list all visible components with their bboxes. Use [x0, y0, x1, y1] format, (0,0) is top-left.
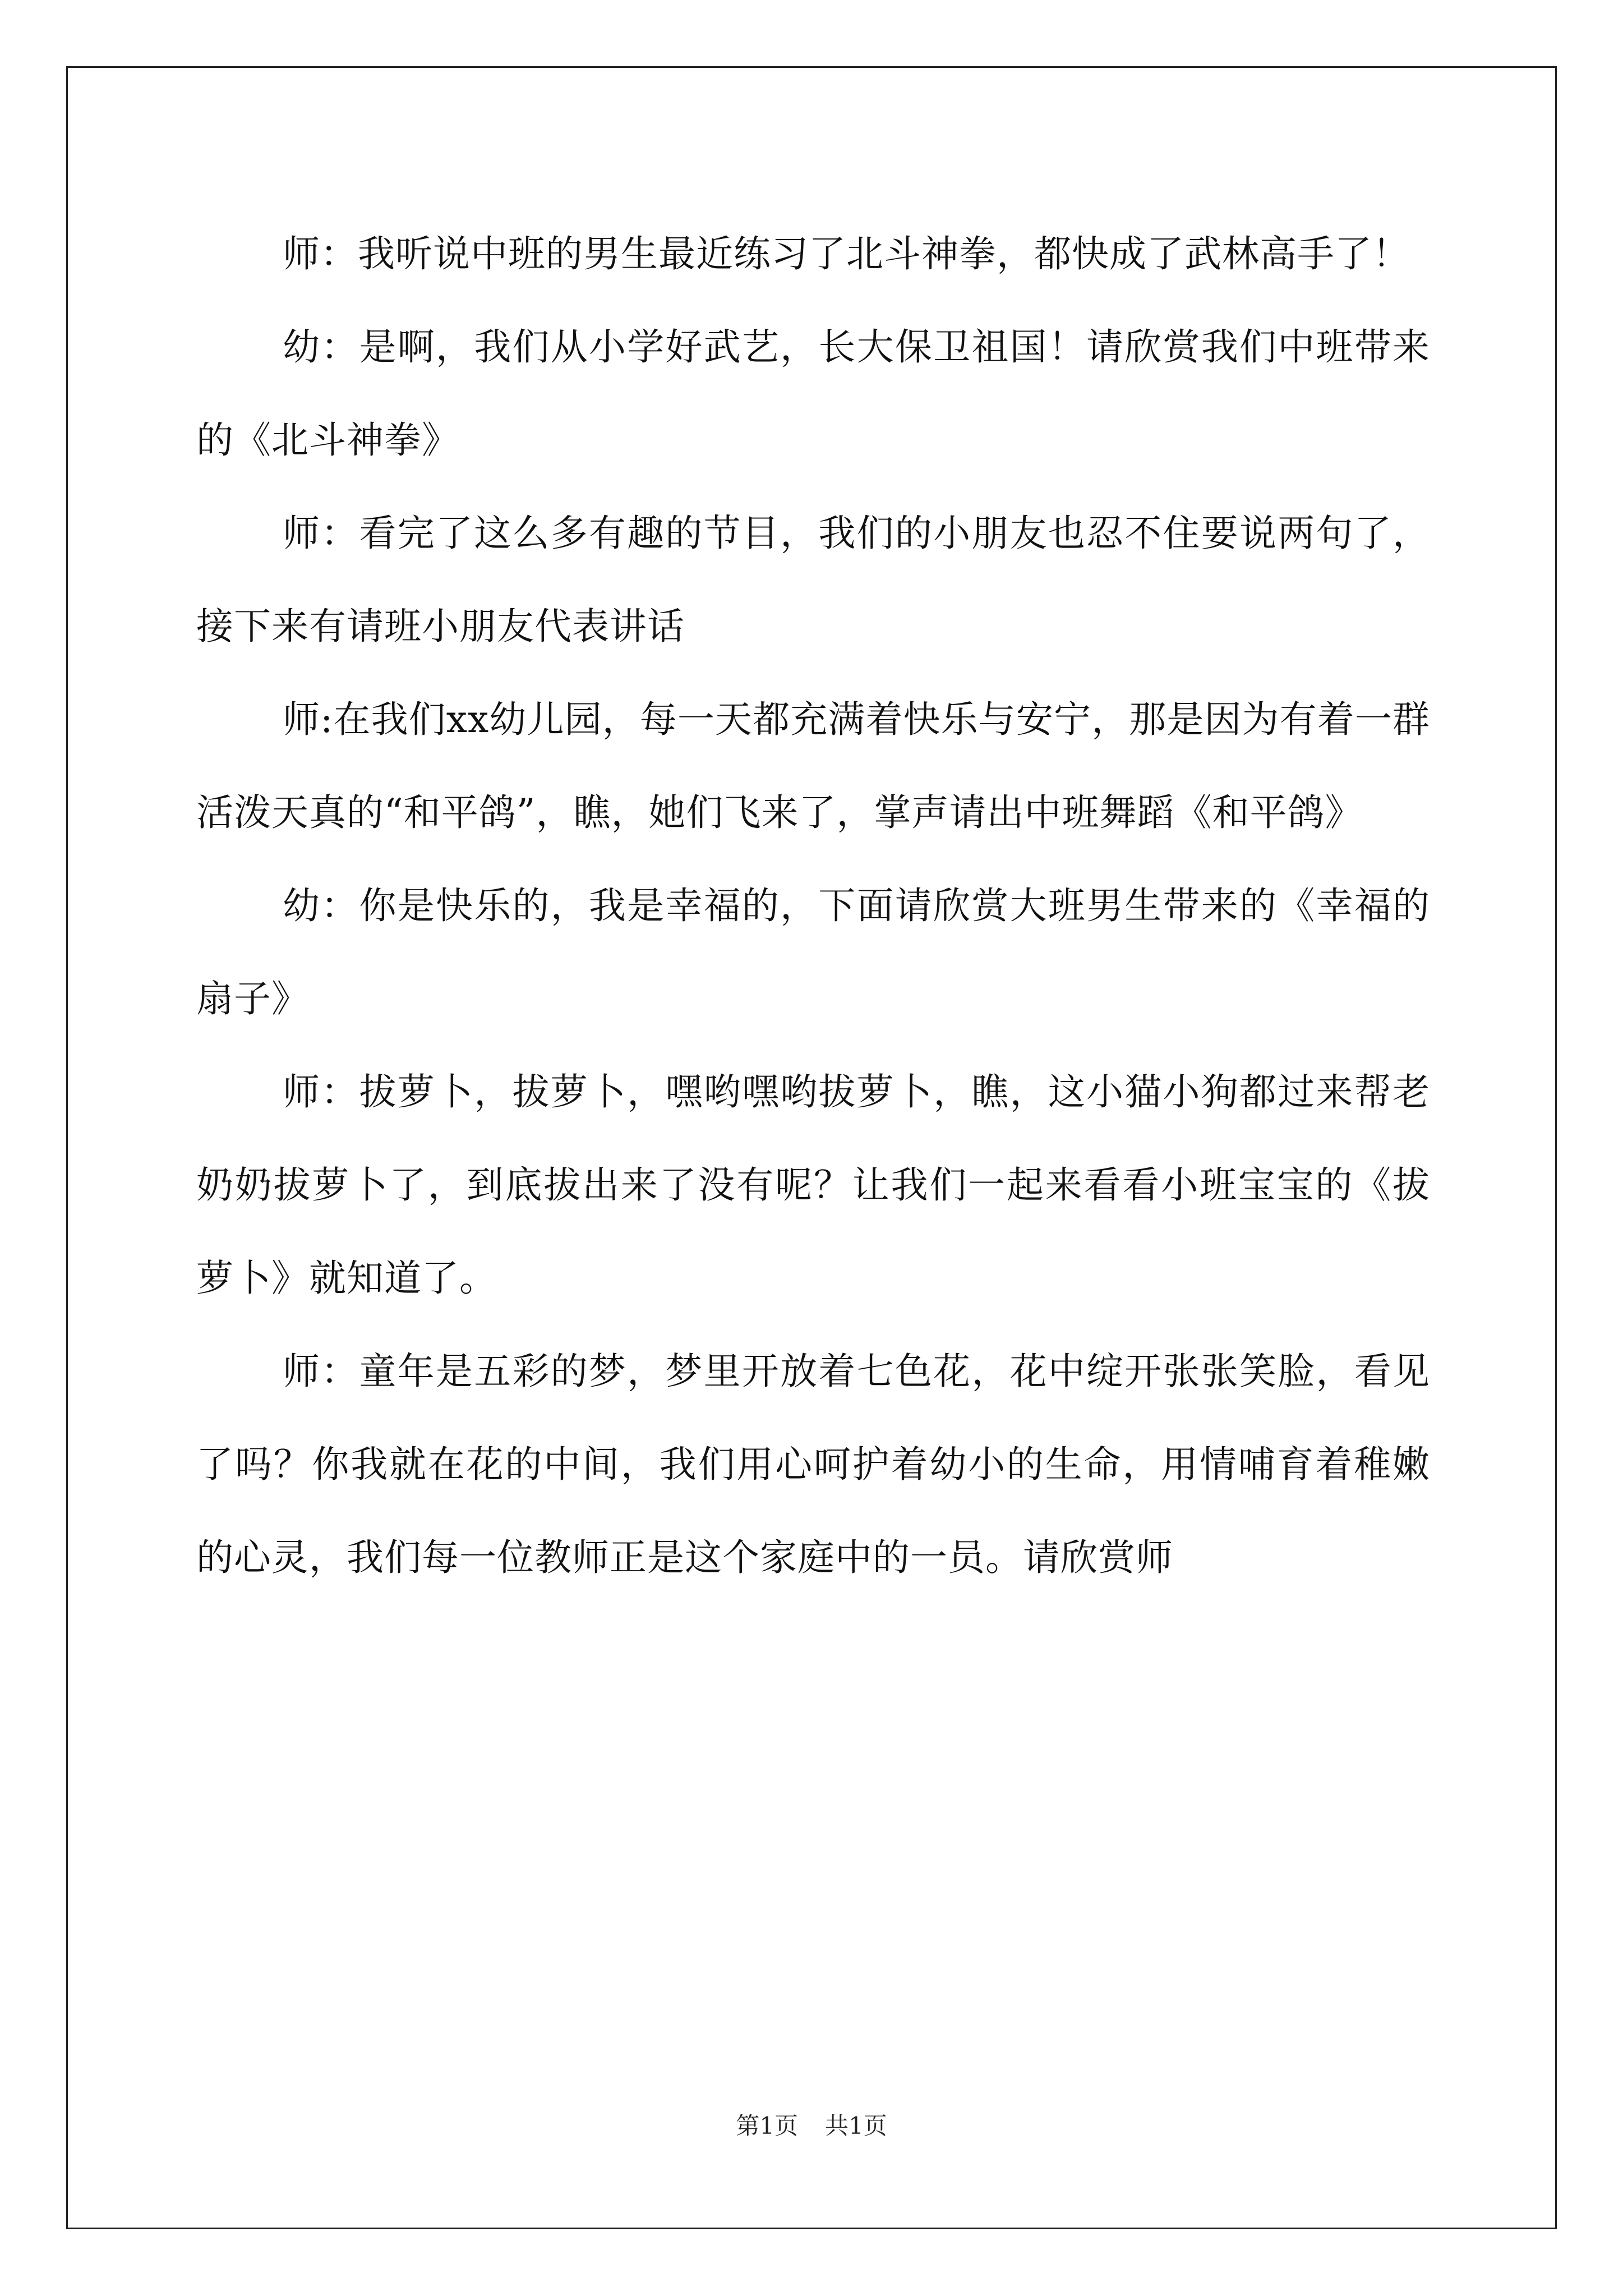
page-footer — [0, 2109, 1623, 2143]
paragraph: 师：童年是五彩的梦，梦里开放着七色花，花中绽开张张笑脸，看见了吗？你我就在花的中间，我们用心呵护着幼小的生命，用情哺育着稚嫩的心灵，我们每一位教师正是这个家庭中的一员。请欣赏师 — [196, 1350, 1430, 1579]
paragraph: 师：看完了这么多有趣的节目，我们的小朋友也忍不住要说两句了，接下来有请班小朋友代表讲话 — [196, 512, 1430, 648]
page-total: 共1页 — [825, 2112, 887, 2139]
paragraph: 师：我听说中班的男生最近练习了北斗神拳，都快成了武林高手了！ — [283, 232, 1410, 275]
paragraph: 幼：是啊，我们从小学好武艺，长大保卫祖国！请欣赏我们中班带来的《北斗神拳》 — [196, 325, 1430, 462]
paragraph: 幼：你是快乐的，我是幸福的，下面请欣赏大班男生带来的《幸福的扇子》 — [196, 884, 1430, 1020]
document-body — [196, 208, 1430, 1604]
page-number: 第1页 — [736, 2112, 798, 2139]
paragraph: 师：拔萝卜，拔萝卜，嘿哟嘿哟拔萝卜，瞧，这小猫小狗都过来帮老奶奶拔萝卜了，到底拔出来了没有呢？让我们一起来看看小班宝宝的《拔萝卜》就知道了。 — [196, 1070, 1430, 1300]
paragraph: 师:在我们xx幼儿园，每一天都充满着快乐与安宁，那是因为有着一群活泼天真的“和平鸽”，瞧，她们飞来了，掌声请出中班舞蹈《和平鸽》 — [196, 698, 1430, 834]
